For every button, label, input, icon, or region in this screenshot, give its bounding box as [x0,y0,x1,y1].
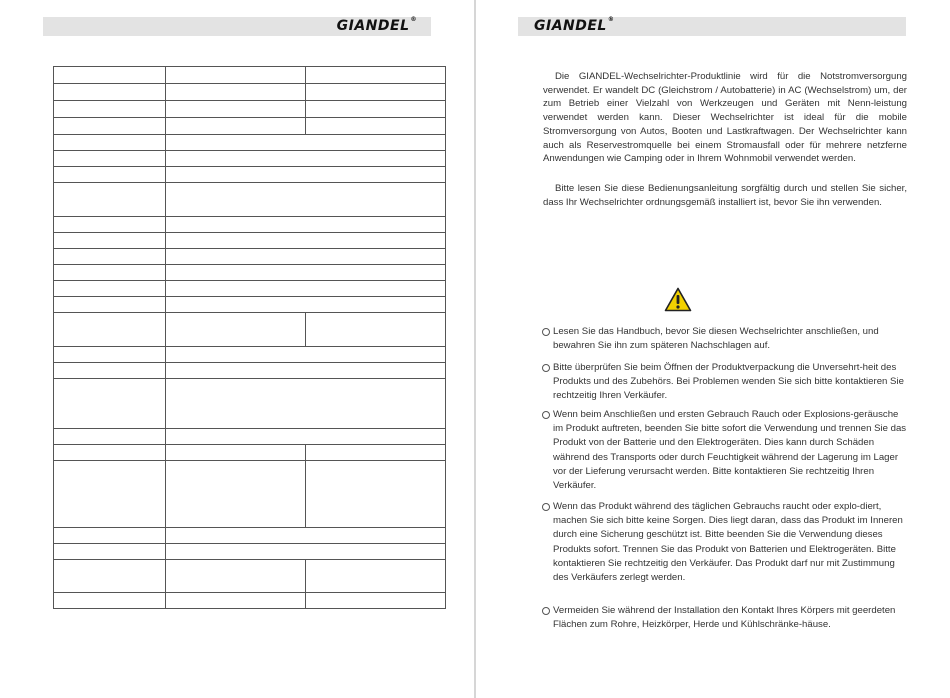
table-cell [166,84,306,101]
table-cell [54,84,166,101]
table-cell [54,544,166,560]
table-row [54,84,446,101]
bullet-circle-icon [542,411,550,419]
table-row [54,445,446,461]
read-manual-paragraph: Bitte lesen Sie diese Bedienungsanleitung sorgfältig durch und stellen Sie sicher, dass Ihr Wechselrichter ordnungsgemäß installiert ist, bevor Sie ihn verwenden. [543,183,907,208]
table-cell [54,233,166,249]
table-cell [54,297,166,313]
table-cell [166,461,306,528]
brand-logo: GIANDEL® [336,16,417,34]
table-cell [54,101,166,118]
table-cell [54,429,166,445]
table-row [54,347,446,363]
table-cell [54,379,166,429]
table-cell [166,379,446,429]
table-cell [166,313,306,347]
table-cell [54,265,166,281]
table-cell [306,461,446,528]
table-cell [306,593,446,609]
table-cell [166,363,446,379]
table-row [54,297,446,313]
table-cell [54,217,166,233]
safety-bullet: Vermeiden Sie während der Installation den Kontakt Ihres Körpers mit geerdeten Flächen zum Rohre, Heizkörper, Herde und Kühlschränke-häuse. [542,604,908,632]
table-row [54,379,446,429]
table-cell [166,544,446,560]
table-row [54,101,446,118]
table-cell [306,84,446,101]
table-row [54,560,446,593]
table-row [54,281,446,297]
table-cell [166,118,306,135]
table-row [54,265,446,281]
table-cell [166,217,446,233]
table-cell [166,67,306,84]
table-row [54,249,446,265]
safety-bullet: Wenn das Produkt während des täglichen Gebrauchs raucht oder explo-diert, machen Sie sich bitte keine Sorgen. Dies liegt daran, dass das Produkt im Inneren durch eine Sicherung geschützt ist. Bitte beenden Sie die Verwendung dieses Produkts sofort. Trennen Sie das Produkt von Batterien und Elektrogeräten. Bitte kontaktieren Sie rechtzeitig den Verkäufer. Das Produkt darf nur mit Zustimmung des Verkäufers zerlegt werden. [542,500,908,585]
table-row [54,528,446,544]
table-cell [166,167,446,183]
table-cell [54,67,166,84]
table-row [54,135,446,151]
table-cell [166,528,446,544]
table-cell [54,118,166,135]
table-row [54,363,446,379]
table-cell [306,560,446,593]
bullet-circle-icon [542,607,550,615]
bullet-circle-icon [542,364,550,372]
table-cell [306,101,446,118]
table-cell [306,67,446,84]
table-row [54,167,446,183]
table-cell [166,347,446,363]
table-cell [54,183,166,217]
table-cell [54,461,166,528]
table-row [54,313,446,347]
bullet-circle-icon [542,328,550,336]
table-cell [166,151,446,167]
table-row [54,544,446,560]
table-cell [306,118,446,135]
table-row [54,461,446,528]
table-row [54,183,446,217]
right-page [476,0,950,698]
table-row [54,429,446,445]
table-cell [54,167,166,183]
table-cell [166,101,306,118]
table-row [54,233,446,249]
specification-table [53,66,446,609]
table-cell [166,183,446,217]
table-row [54,67,446,84]
table-cell [54,593,166,609]
table-cell [54,528,166,544]
table-cell [166,593,306,609]
table-cell [166,281,446,297]
warning-triangle-icon [664,287,692,312]
intro-paragraph: Die GIANDEL-Wechselrichter-Produktlinie wird für die Notstromversorgung verwendet. Er wandelt DC (Gleichstrom / Autobatterie) in AC (Wechselstrom) um, der zum Betrieb einer Vielzahl von Werkzeugen und Geräten mit Nenn-leistung verwendet werden kann. Dieser Wechselrichter ist ideal für die mobile Stromversorgung von Autos, Booten und Lastkraftwagen. Der Wechselrichter kann auch als Reservestromquelle bei einem Stromausfall oder für mehrere netzferne Anwendungen wie Camping oder in Ihrem Wohnmobil verwendet werden. [543,71,907,165]
table-cell [54,281,166,297]
table-row [54,151,446,167]
table-cell [54,363,166,379]
table-cell [166,429,446,445]
left-page [0,0,474,698]
table-cell [166,249,446,265]
table-cell [54,151,166,167]
table-cell [54,249,166,265]
table-row [54,217,446,233]
table-row [54,593,446,609]
table-cell [166,445,306,461]
header-bar-left [43,17,431,36]
brand-logo: GIANDEL® [534,16,615,34]
table-cell [54,445,166,461]
table-row [54,118,446,135]
table-cell [166,265,446,281]
safety-bullet: Lesen Sie das Handbuch, bevor Sie diesen Wechselrichter anschließen, und bewahren Sie ihn zum späteren Nachschlagen auf. [542,325,908,353]
table-cell [54,560,166,593]
bullet-circle-icon [542,503,550,511]
table-cell [166,560,306,593]
table-cell [54,313,166,347]
header-bar-right [518,17,906,36]
table-cell [166,233,446,249]
table-cell [166,297,446,313]
table-cell [166,135,446,151]
table-cell [54,135,166,151]
table-cell [54,347,166,363]
table-cell [306,445,446,461]
table-cell [306,313,446,347]
safety-bullet: Wenn beim Anschließen und ersten Gebrauch Rauch oder Explosions-geräusche im Produkt auftreten, beenden Sie bitte sofort die Verwendung und trennen Sie das Produkt von der Batterie und den Elektrogeräten. Dies kann durch Schäden während des Transports oder durch Feuchtigkeit während der Lagerung im Lager vor der Lieferung verursacht werden. Bitte kontaktieren Sie rechtzeitig Ihren Verkäufer. [542,408,908,493]
safety-bullet: Bitte überprüfen Sie beim Öffnen der Produktverpackung die Unversehrt-heit des Produkts und des Zubehörs. Bei Problemen wenden Sie sich bitte kontaktieren Sie rechtzeitig Ihren Verkäufer. [542,361,908,404]
